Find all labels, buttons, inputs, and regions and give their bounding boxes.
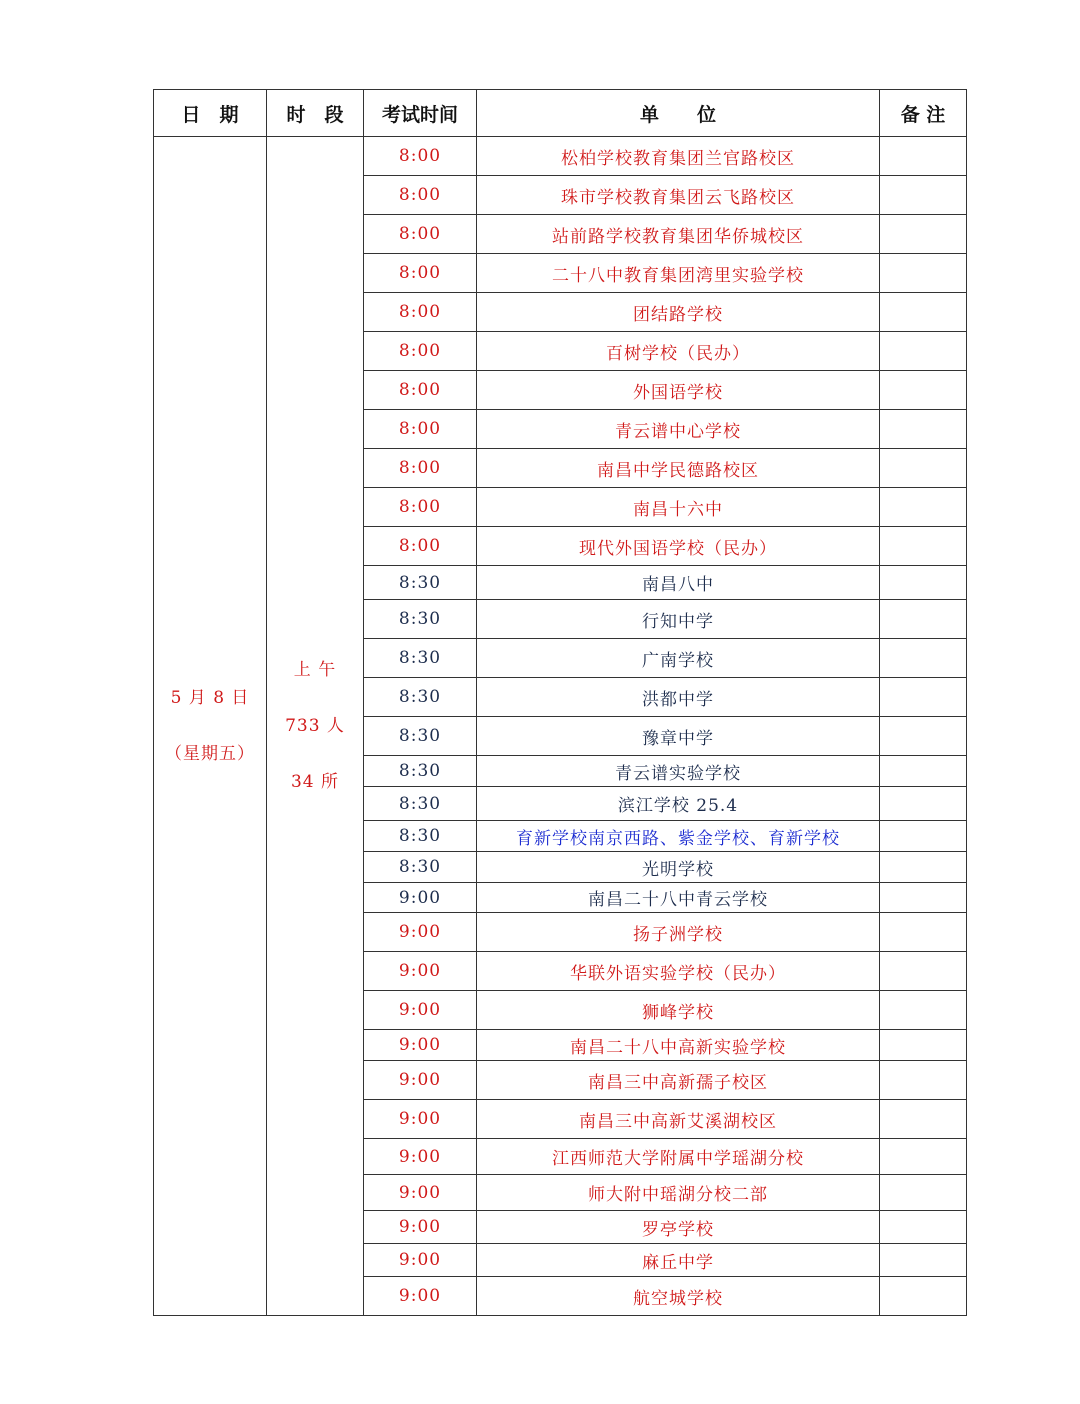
remark-cell — [880, 952, 967, 991]
remark-cell — [880, 1175, 967, 1211]
unit-cell: 狮峰学校 — [477, 991, 880, 1030]
header-row — [154, 90, 967, 137]
period-schools: 34 所 — [290, 772, 340, 792]
unit-cell: 南昌八中 — [477, 566, 880, 600]
remark-cell — [880, 852, 967, 883]
remark-cell — [880, 293, 967, 332]
unit-cell: 洪都中学 — [477, 678, 880, 717]
exam-time-cell: 8:30 — [364, 600, 477, 639]
unit-cell: 航空城学校 — [477, 1277, 880, 1316]
exam-time-cell: 8:00 — [364, 215, 477, 254]
exam-time-cell: 8:00 — [364, 137, 477, 176]
exam-time-cell: 8:00 — [364, 176, 477, 215]
remark-cell — [880, 756, 967, 787]
unit-cell: 师大附中瑶湖分校二部 — [477, 1175, 880, 1211]
unit-cell: 南昌三中高新艾溪湖校区 — [477, 1100, 880, 1139]
remark-cell — [880, 639, 967, 678]
unit-cell: 扬子洲学校 — [477, 913, 880, 952]
schedule-body — [154, 137, 967, 1316]
unit-cell: 南昌中学民德路校区 — [477, 449, 880, 488]
remark-cell — [880, 215, 967, 254]
unit-cell: 育新学校南京西路、紫金学校、育新学校 — [477, 821, 880, 852]
exam-time-cell: 9:00 — [364, 1277, 477, 1316]
exam-time-cell: 8:00 — [364, 449, 477, 488]
unit-cell: 南昌二十八中青云学校 — [477, 883, 880, 913]
remark-cell — [880, 1211, 967, 1244]
period-cell — [267, 137, 364, 1316]
unit-cell: 江西师范大学附属中学瑶湖分校 — [477, 1139, 880, 1175]
unit-cell: 豫章中学 — [477, 717, 880, 756]
unit-cell: 广南学校 — [477, 639, 880, 678]
unit-cell: 松柏学校教育集团兰官路校区 — [477, 137, 880, 176]
remark-cell — [880, 254, 967, 293]
remark-cell — [880, 1061, 967, 1100]
period-name: 上 午 — [293, 660, 337, 680]
header-unit: 单 位 — [477, 90, 880, 137]
exam-time-cell: 8:30 — [364, 717, 477, 756]
exam-time-cell: 9:00 — [364, 1175, 477, 1211]
unit-cell: 南昌三中高新孺子校区 — [477, 1061, 880, 1100]
unit-cell: 罗亭学校 — [477, 1211, 880, 1244]
exam-schedule-table — [153, 89, 967, 1316]
remark-cell — [880, 717, 967, 756]
exam-time-cell: 8:00 — [364, 293, 477, 332]
remark-cell — [880, 821, 967, 852]
exam-time-cell: 9:00 — [364, 1030, 477, 1061]
exam-time-cell: 8:30 — [364, 852, 477, 883]
remark-cell — [880, 678, 967, 717]
exam-time-cell: 9:00 — [364, 913, 477, 952]
unit-cell: 青云谱中心学校 — [477, 410, 880, 449]
exam-time-cell: 8:30 — [364, 678, 477, 717]
remark-cell — [880, 787, 967, 821]
exam-time-cell: 8:00 — [364, 527, 477, 566]
remark-cell — [880, 332, 967, 371]
exam-time-cell: 9:00 — [364, 1061, 477, 1100]
unit-cell: 华联外语实验学校（民办） — [477, 952, 880, 991]
exam-time-cell: 8:30 — [364, 566, 477, 600]
exam-time-cell: 8:30 — [364, 821, 477, 852]
remark-cell — [880, 137, 967, 176]
unit-cell: 南昌二十八中高新实验学校 — [477, 1030, 880, 1061]
date-day: 5 月 8 日 — [170, 688, 250, 708]
exam-time-cell: 9:00 — [364, 883, 477, 913]
unit-cell: 珠市学校教育集团云飞路校区 — [477, 176, 880, 215]
remark-cell — [880, 410, 967, 449]
remark-cell — [880, 991, 967, 1030]
unit-cell: 二十八中教育集团湾里实验学校 — [477, 254, 880, 293]
exam-time-cell: 9:00 — [364, 1244, 477, 1277]
remark-cell — [880, 1139, 967, 1175]
remark-cell — [880, 449, 967, 488]
remark-cell — [880, 566, 967, 600]
unit-cell: 站前路学校教育集团华侨城校区 — [477, 215, 880, 254]
unit-cell: 百树学校（民办） — [477, 332, 880, 371]
header-date: 日 期 — [154, 90, 267, 137]
unit-cell: 外国语学校 — [477, 371, 880, 410]
unit-cell: 麻丘中学 — [477, 1244, 880, 1277]
date-weekday: （星期五） — [165, 744, 255, 764]
exam-time-cell: 8:00 — [364, 254, 477, 293]
header-remark: 备 注 — [880, 90, 967, 137]
date-cell — [154, 137, 267, 1316]
unit-cell: 青云谱实验学校 — [477, 756, 880, 787]
exam-time-cell: 9:00 — [364, 1211, 477, 1244]
exam-time-cell: 9:00 — [364, 952, 477, 991]
exam-time-cell: 9:00 — [364, 1100, 477, 1139]
remark-cell — [880, 600, 967, 639]
exam-time-cell: 9:00 — [364, 1139, 477, 1175]
exam-time-cell: 8:00 — [364, 488, 477, 527]
exam-time-cell: 8:30 — [364, 639, 477, 678]
header-period: 时 段 — [267, 90, 364, 137]
exam-time-cell: 8:30 — [364, 756, 477, 787]
unit-cell: 行知中学 — [477, 600, 880, 639]
unit-cell: 现代外国语学校（民办） — [477, 527, 880, 566]
remark-cell — [880, 1244, 967, 1277]
unit-cell: 团结路学校 — [477, 293, 880, 332]
remark-cell — [880, 1277, 967, 1316]
exam-time-cell: 8:30 — [364, 787, 477, 821]
remark-cell — [880, 913, 967, 952]
remark-cell — [880, 1030, 967, 1061]
exam-time-cell: 9:00 — [364, 991, 477, 1030]
remark-cell — [880, 176, 967, 215]
exam-time-cell: 8:00 — [364, 410, 477, 449]
unit-cell: 南昌十六中 — [477, 488, 880, 527]
remark-cell — [880, 1100, 967, 1139]
unit-cell: 光明学校 — [477, 852, 880, 883]
remark-cell — [880, 371, 967, 410]
exam-time-cell: 8:00 — [364, 332, 477, 371]
remark-cell — [880, 883, 967, 913]
remark-cell — [880, 488, 967, 527]
header-exam-time: 考试时间 — [364, 90, 477, 137]
remark-cell — [880, 527, 967, 566]
unit-cell: 滨江学校 25.4 — [477, 787, 880, 821]
exam-time-cell: 8:00 — [364, 371, 477, 410]
period-people: 733 人 — [285, 716, 345, 736]
table-row — [154, 137, 967, 176]
